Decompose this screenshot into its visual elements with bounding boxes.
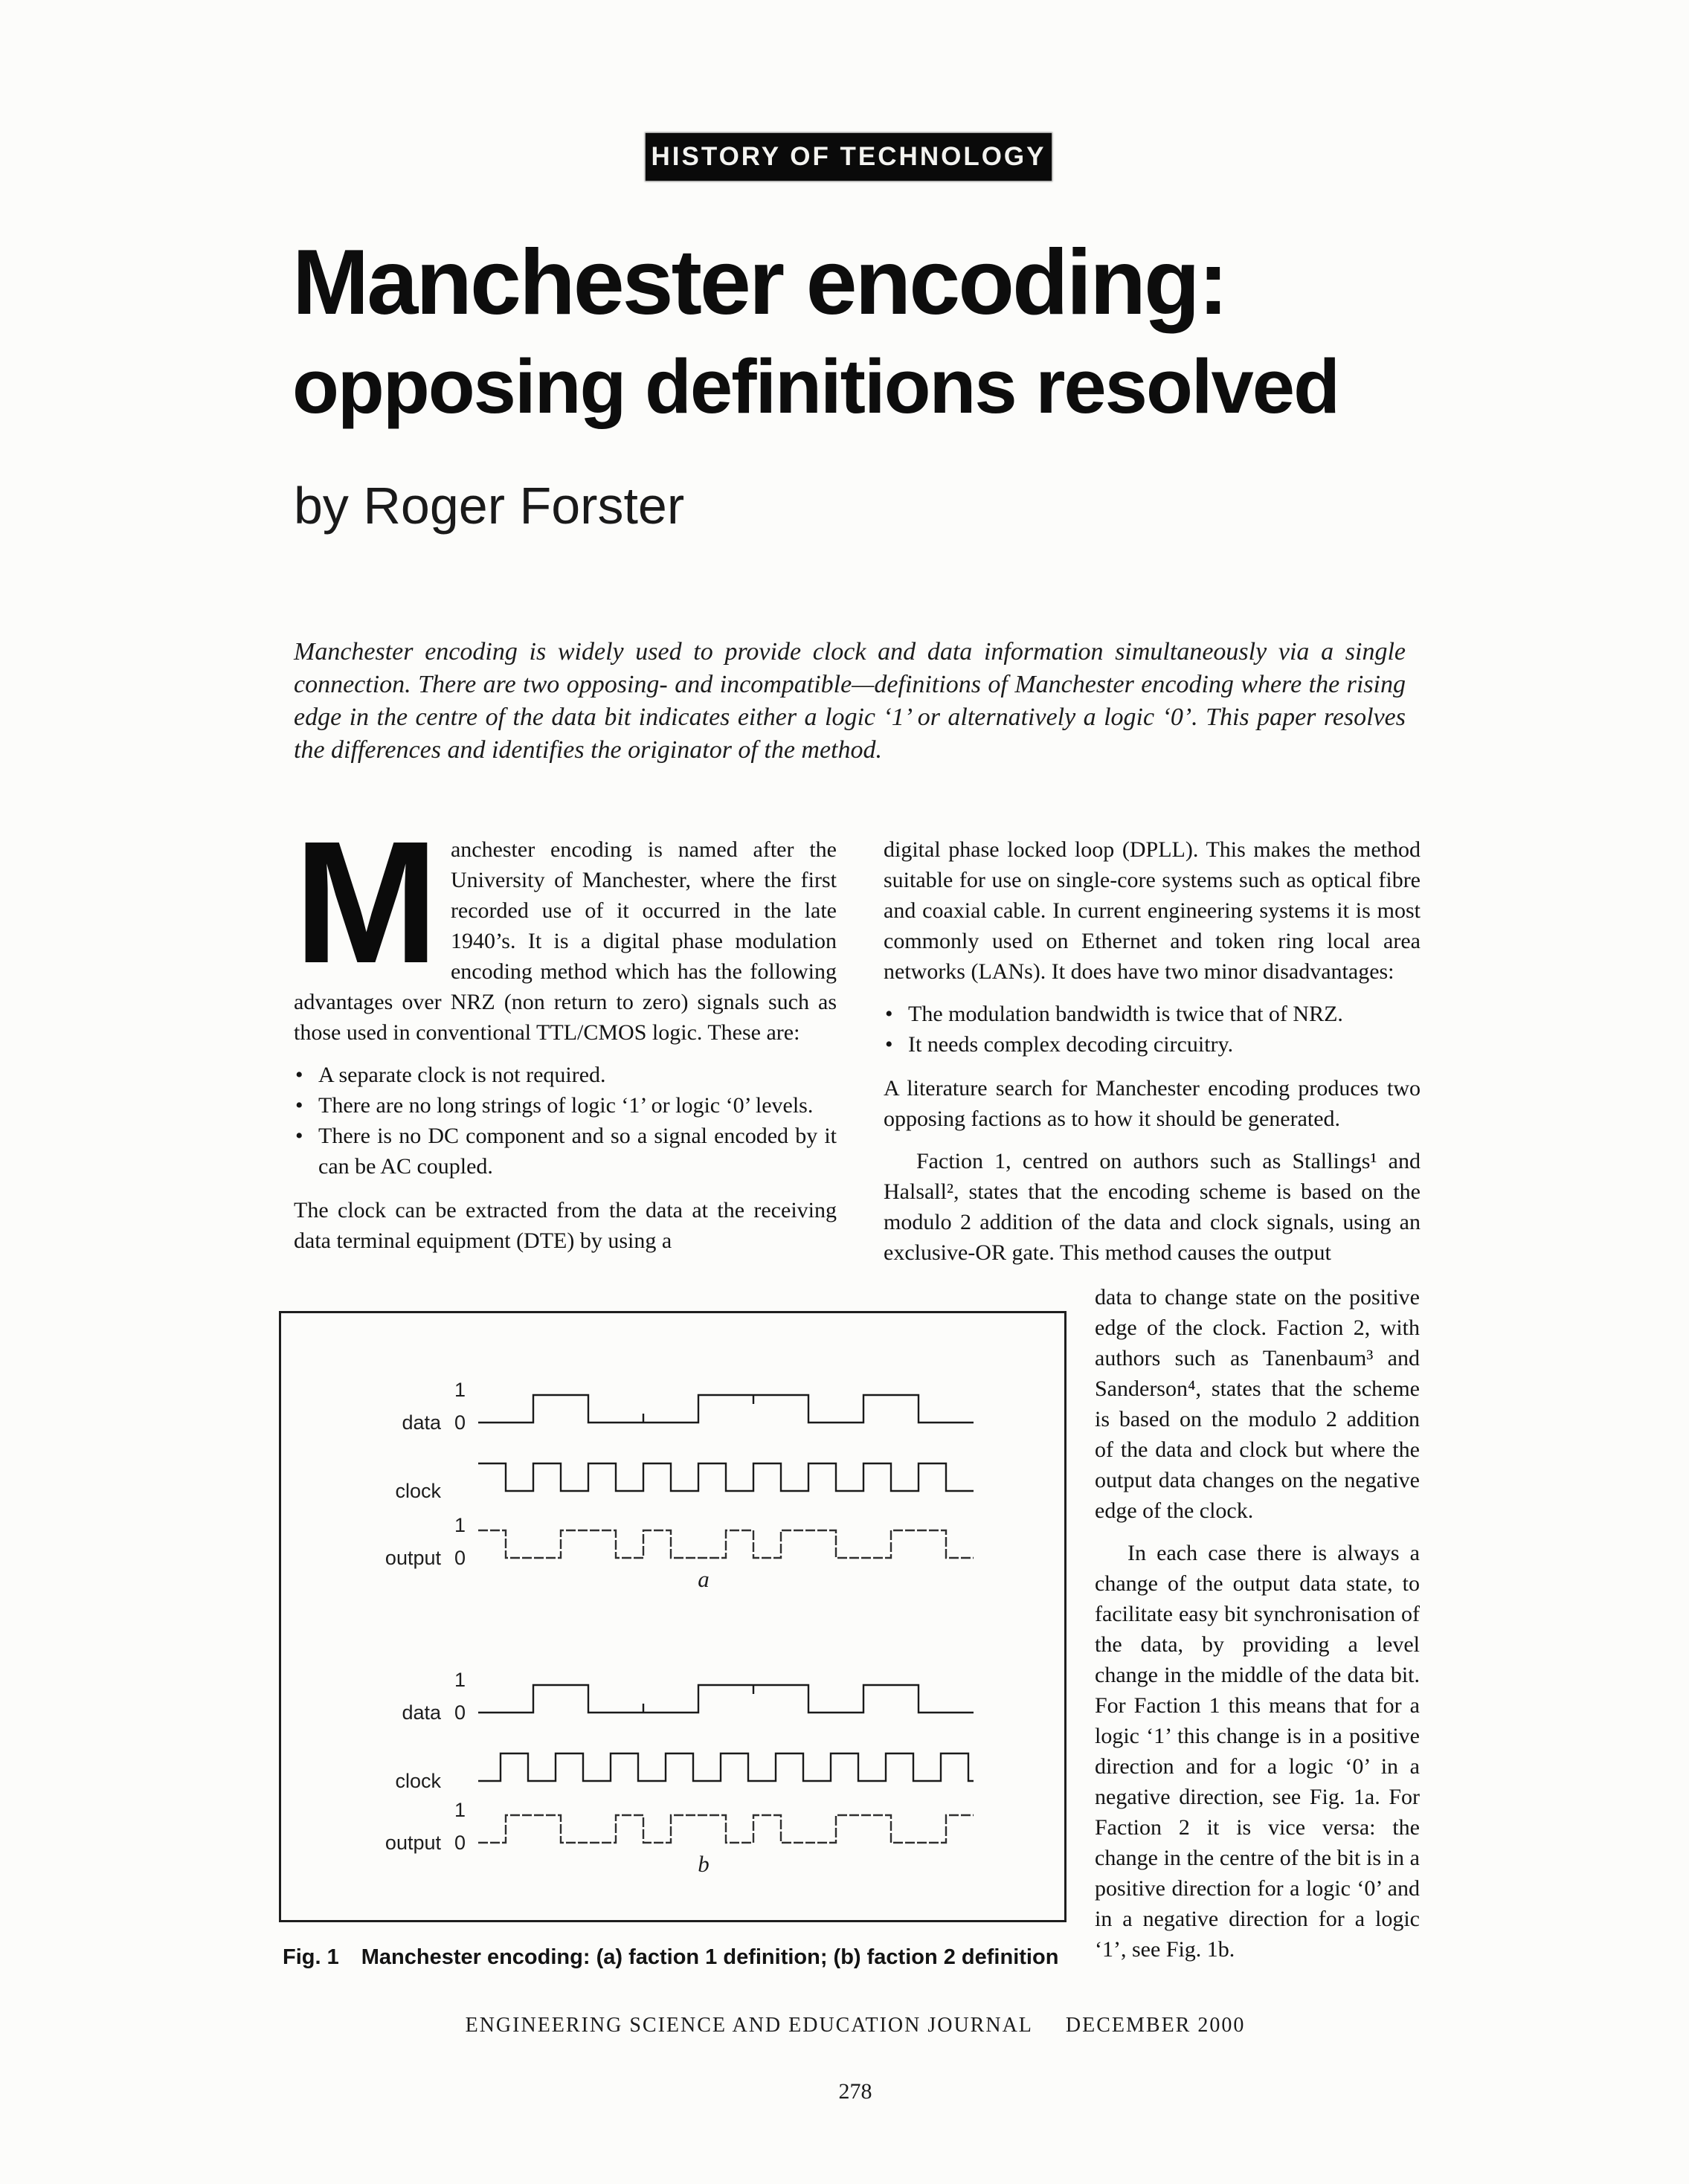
paragraph-intro [294, 805, 837, 1048]
paragraph-literature: A literature search for Manchester encoding produces two opposing factions as to how it should be generated. [884, 1076, 1421, 1131]
level-label-zero-data-a: 0 [454, 1411, 466, 1434]
row-label-clock-b: clock [395, 1770, 441, 1792]
level-label-one-data-a: 1 [454, 1379, 466, 1401]
article-title-line2: opposing definitions resolved [292, 344, 1339, 429]
dropcap-m: M [294, 805, 439, 999]
fig1-waveforms [281, 1313, 1064, 1920]
column-right-wide [884, 834, 1421, 1280]
paragraph-each-case: In each case there is always a change of the output data state, to facilitate easy bit synchronisation of the data, by providing a level change in the middle of the data bit. For Faction 1 this means that for a logic ‘1’ this change is in a positive direction and for a logic ‘0’ in a negative direction, see Fig. 1a. For Faction 2 it is vice versa: the change in the centre of the bit is in a positive direction for a logic ‘0’ and in a negative direction for a logic ‘1’, see Fig. 1b. [1095, 1541, 1420, 1962]
paragraph-dpll: digital phase locked loop (DPLL). This makes the method suitable for use on single-core systems such as optical fibre and coaxial cable. In current engineering systems it is most commonly used on Ethernet and token ring local area networks (LANs). It does have two minor disadvantages: [884, 837, 1421, 984]
paragraph-clock-extraction: The clock can be extracted from the data at the receiving data terminal equipment (DTE) by using a [294, 1198, 837, 1253]
level-label-one-data-b: 1 [454, 1669, 466, 1691]
waveform-output-a [478, 1530, 974, 1558]
waveform-data-a [478, 1395, 974, 1423]
section-badge-label: HISTORY OF TECHNOLOGY [651, 142, 1046, 171]
list-item: • There is no DC component and so a signal encoded by it can be AC coupled. [294, 1121, 837, 1182]
list-item: • There are no long strings of logic ‘1’ or logic ‘0’ levels. [294, 1090, 837, 1121]
paragraph-intro-text: anchester encoding is named after the University of Manchester, where the first recorded use of it occurred in the late 1940’s. It is a digital phase modulation encoding method which has the following advantages over NRZ (non return to zero) signals such as those used in conventional TTL/CMOS logic. These are: [294, 837, 837, 1045]
level-label-one-output-b: 1 [454, 1799, 466, 1821]
level-label-one-output-a: 1 [454, 1514, 466, 1536]
advantages-list [294, 1060, 837, 1182]
subfigure-label-a: a [698, 1566, 710, 1592]
page-number: 278 [838, 2079, 872, 2104]
section-badge [646, 133, 1052, 181]
row-label-output-a: output [385, 1547, 441, 1569]
paragraph-faction1: Faction 1, centred on authors such as Stallings¹ and Halsall², states that the encoding scheme is based on the modulo 2 addition of the data and clock signals, using an exclusive-OR gate. This method causes the output [884, 1149, 1421, 1265]
issue-date: DECEMBER 2000 [1065, 2014, 1246, 2037]
waveform-output-b [478, 1815, 974, 1843]
list-item: • A separate clock is not required. [294, 1060, 837, 1090]
subfigure-label-b: b [698, 1851, 710, 1877]
journal-name: ENGINEERING SCIENCE AND EDUCATION JOURNAL [465, 2014, 1033, 2037]
list-item: • It needs complex decoding circuitry. [884, 1029, 1421, 1060]
figure-caption-label: Fig. 1 [283, 1945, 339, 1969]
figure-1-box [279, 1311, 1067, 1922]
waveform-clock-a [478, 1463, 974, 1491]
list-item: • The modulation bandwidth is twice that of NRZ. [884, 999, 1421, 1029]
article-title-line1: Manchester encoding: [292, 231, 1226, 334]
disadvantages-list [884, 999, 1421, 1060]
row-label-clock-a: clock [395, 1480, 441, 1502]
figure-1-caption [283, 1945, 1093, 1970]
level-label-zero-data-b: 0 [454, 1701, 466, 1724]
row-label-output-b: output [385, 1832, 441, 1854]
journal-footer [253, 2014, 1458, 2038]
figure-caption-text: Manchester encoding: (a) faction 1 definition; (b) faction 2 definition [361, 1945, 1059, 1969]
paragraph-faction2: data to change state on the positive edge of the clock. Faction 2, with authors such as Tanenbaum³ and Sanderson⁴, states that the scheme is based on the modulo 2 addition of the data and clock but where the output data changes on the negative edge of the clock. [1095, 1285, 1420, 1523]
abstract: Manchester encoding is widely used to provide clock and data information simultaneously via a single connection. There are two opposing- and incompatible—definitions of Manchester encoding where the rising edge in the centre of the data bit indicates either a logic ‘1’ or alternatively a logic ‘0’. This paper resolves the differences and identifies the originator of the method. [294, 638, 1406, 764]
row-label-data-a: data [402, 1411, 441, 1434]
article-byline: by Roger Forster [294, 477, 685, 535]
waveform-clock-b [478, 1753, 974, 1781]
column-right-narrow [1095, 1282, 1420, 1977]
row-label-data-b: data [402, 1701, 441, 1724]
column-left [294, 805, 837, 1268]
level-label-zero-output-a: 0 [454, 1547, 466, 1569]
level-label-zero-output-b: 0 [454, 1832, 466, 1854]
waveform-data-b [478, 1685, 974, 1713]
